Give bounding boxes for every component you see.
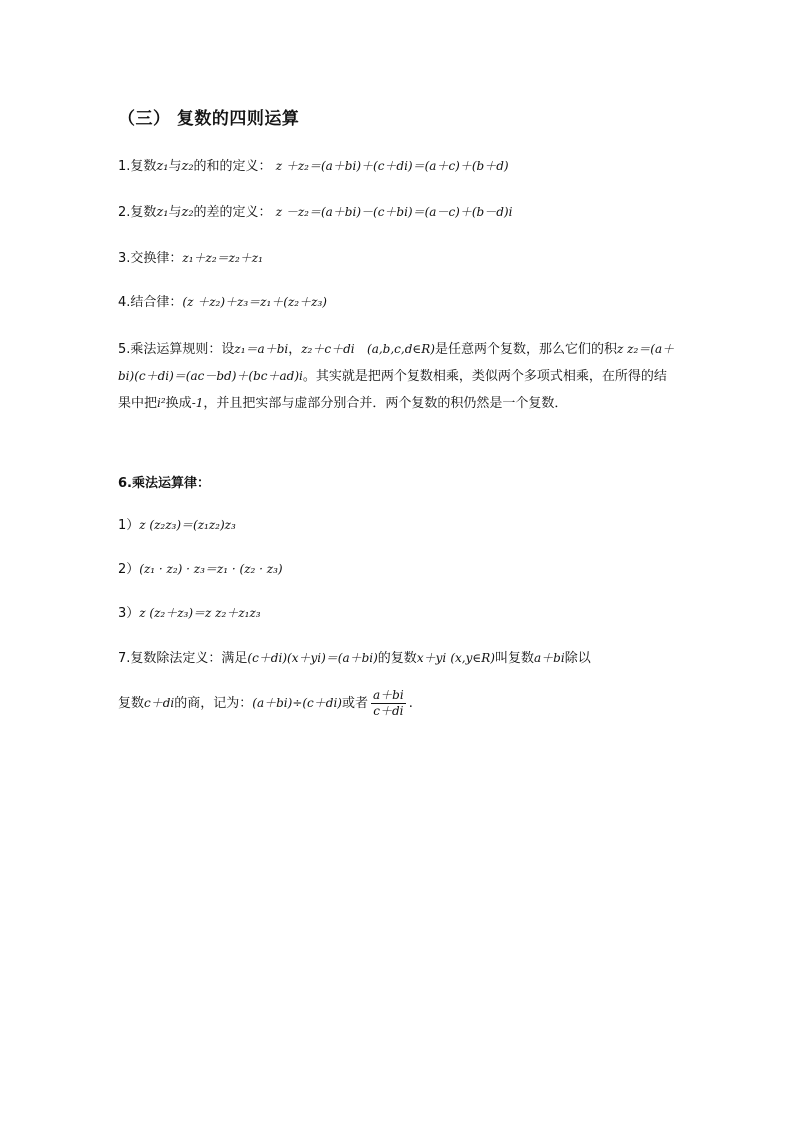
item-label: 3.交换律： [118, 251, 183, 266]
item-multiplication-laws-heading: 6.乘法运算律： [118, 476, 210, 491]
law-formula: (z₁ · z₂) · z₃＝z₁ · (z₂ · z₃) [139, 562, 283, 576]
product-formula: z z₂＝(a＋bi)(c＋di)＝(ac－bd)＋(bc＋ad)i [118, 342, 675, 383]
connector-text: 与 [168, 205, 182, 220]
law-label: 2） [118, 562, 140, 577]
math-formula: z₁＝a＋bi [234, 342, 289, 356]
fraction [371, 688, 406, 719]
item-label: 2.复数 [118, 205, 157, 220]
math-formula: c＋di [144, 696, 175, 710]
item-text: 的和的定义： [193, 159, 272, 174]
paragraph-text: 。其实就是把两个复数相乘，类似两个多项式相乘，在所得的结果中把 [118, 369, 667, 411]
item-difference-definition [118, 202, 512, 223]
item-commutative [118, 248, 263, 269]
math-z2: z₂ [181, 205, 194, 220]
item-sum-definition [118, 156, 509, 177]
commutative-formula: z₁＋z₂＝z₂＋z₁ [182, 251, 263, 265]
math-minus-one: -1 [191, 396, 204, 410]
item-text: 复数 [118, 696, 145, 711]
math-z1: z₁ [156, 205, 169, 220]
item-label: 5.乘法运算规则：设 [118, 342, 235, 357]
math-i-squared: i² [157, 396, 166, 410]
period: . [408, 696, 413, 711]
connector-text: 与 [168, 159, 182, 174]
law-formula: z (z₂＋z₃)＝z z₂＋z₁z₃ [139, 606, 261, 620]
associative-formula: (z ＋z₂)＋z₃＝z₁＋(z₂＋z₃) [182, 295, 327, 309]
separator-text: ， [288, 342, 302, 357]
math-formula: a＋bi [534, 651, 565, 665]
item-text: 或者 [341, 696, 368, 711]
item-division-definition-line1 [118, 648, 591, 669]
item-associative [118, 292, 327, 313]
math-formula: z₂＋c＋di [301, 342, 355, 356]
math-formula: (c＋di)(x＋yi)＝(a＋bi) [247, 651, 378, 665]
paragraph-text: ，并且把实部与虚部分别合并．两个复数的积仍然是一个复数． [203, 396, 568, 411]
item-label: 1.复数 [118, 159, 157, 174]
math-z1: z₁ [156, 159, 169, 174]
item-text: 叫复数 [495, 651, 535, 666]
law-distributive [118, 603, 261, 624]
item-division-definition-line2 [118, 688, 413, 719]
law-label: 1） [118, 518, 140, 533]
math-formula: x＋yi [416, 651, 447, 665]
fraction-denominator: c＋di [373, 704, 404, 718]
paragraph-text: 换成 [165, 396, 192, 411]
item-label: 4.结合律： [118, 295, 183, 310]
item-text: 的复数 [377, 651, 417, 666]
math-condition: (x,y∈R) [450, 651, 495, 665]
item-text: 的差的定义： [193, 205, 272, 220]
division-formula: (a＋bi)÷(c＋di) [252, 696, 342, 710]
fraction-numerator: a＋bi [373, 688, 404, 702]
paragraph-text: 是任意两个复数，那么它们的积 [434, 342, 617, 357]
law-associative [118, 515, 236, 536]
section-title: （三） 复数的四则运算 [118, 109, 300, 129]
sum-formula: z ＋z₂＝(a＋bi)＋(c＋di)＝(a＋c)＋(b＋d) [275, 159, 509, 173]
item-text: 除以 [564, 651, 591, 666]
law-label: 3） [118, 606, 140, 621]
math-condition: (a,b,c,d∈R) [367, 342, 435, 356]
difference-formula: z －z₂＝(a＋bi)－(c＋bi)＝(a－c)＋(b－d)i [275, 205, 513, 219]
math-z2: z₂ [181, 159, 194, 174]
item-text: 7.复数除法定义：满足 [118, 651, 248, 666]
item-text: 的商，记为： [174, 696, 253, 711]
law-associative-dot [118, 559, 283, 580]
law-formula: z (z₂z₃)＝(z₁z₂)z₃ [139, 518, 236, 532]
item-multiplication-rule [118, 336, 678, 417]
